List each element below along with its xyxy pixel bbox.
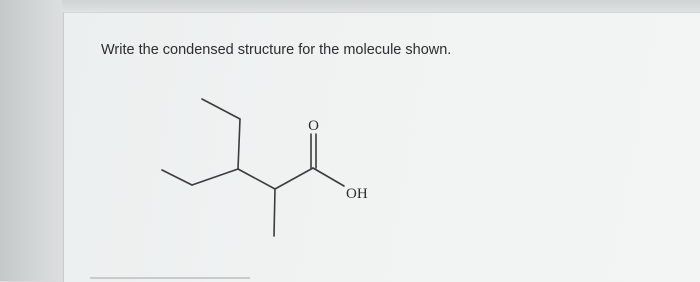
question-prompt: Write the condensed structure for the molecule shown. (101, 42, 452, 58)
bond-c3-c6 (238, 169, 275, 189)
bond-c6-c7 (275, 168, 313, 189)
bond-c4-c5 (162, 170, 192, 185)
bond-c1-c2 (202, 99, 240, 119)
bond-c2-c3 (238, 119, 240, 169)
top-strip (0, 0, 700, 12)
bond-c3-c4 (192, 169, 238, 185)
bond-c7-oh (313, 168, 344, 186)
carbonyl-oxygen-label: O (308, 118, 319, 134)
bond-c6-methyl (274, 189, 275, 236)
molecule-skeletal-structure (150, 88, 410, 248)
hydroxyl-label: OH (346, 186, 368, 202)
left-panel-edge (0, 0, 62, 281)
bottom-divider (90, 277, 250, 279)
